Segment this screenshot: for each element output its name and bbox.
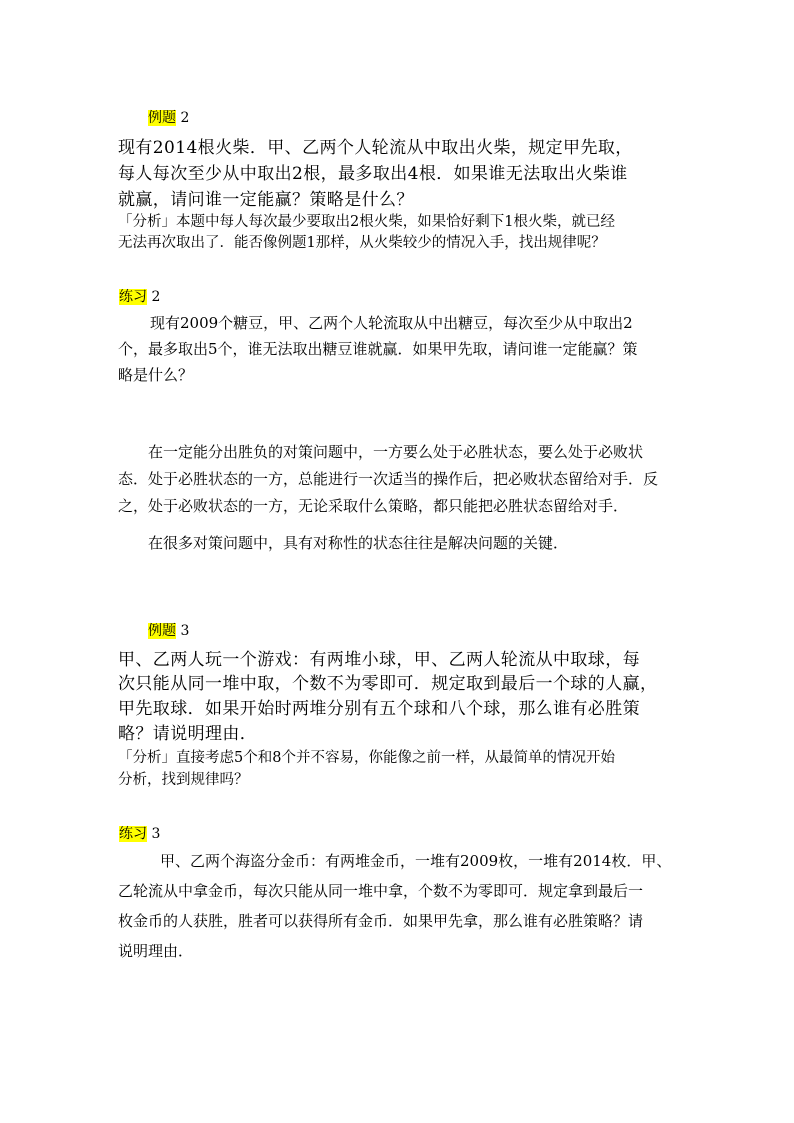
strategy-paragraph-line-1: 在一定能分出胜负的对策问题中，一方要么处于必胜状态，要么处于必败状 bbox=[148, 443, 644, 461]
example-number: 3 bbox=[180, 623, 190, 639]
practice-2-label bbox=[119, 286, 160, 306]
symmetry-paragraph: 在很多对策问题中，具有对称性的状态往往是解决问题的关键． bbox=[148, 534, 569, 552]
example-3-line-2: 次只能从同一堆中取，个数不为零即可．规定取到最后一个球的人赢， bbox=[118, 674, 658, 694]
strategy-paragraph-line-3: 之，处于必败状态的一方，无论采取什么策略，都只能把必胜状态留给对手． bbox=[118, 497, 629, 515]
practice-3-line-2: 乙轮流从中拿金币，每次只能从同一堆中拿，个数不为零即可．规定拿到最后一 bbox=[118, 882, 644, 900]
example-label-highlight: 例题 bbox=[148, 110, 176, 126]
example-3-line-3: 甲先取球．如果开始时两堆分别有五个球和八个球，那么谁有必胜策 bbox=[118, 699, 640, 719]
practice-label-highlight: 练习 bbox=[119, 289, 147, 305]
practice-label-highlight: 练习 bbox=[119, 826, 147, 842]
practice-2-line-3: 略是什么？ bbox=[118, 366, 194, 384]
example-3-line-1: 甲、乙两人玩一个游戏：有两堆小球，甲、乙两人轮流从中取球，每 bbox=[118, 650, 640, 670]
example-number: 2 bbox=[180, 110, 190, 126]
practice-3-line-1: 甲、乙两个海盗分金币：有两堆金币，一堆有2009枚，一堆有2014枚．甲、 bbox=[160, 852, 672, 870]
strategy-paragraph-line-2: 态．处于必胜状态的一方，总能进行一次适当的操作后，把必败状态留给对手．反 bbox=[118, 470, 659, 488]
example-label-highlight: 例题 bbox=[148, 623, 176, 639]
example-2-label bbox=[148, 107, 189, 127]
practice-3-label bbox=[119, 823, 160, 843]
example-2-analysis-2: 无法再次取出了．能否像例题1那样，从火柴较少的情况入手，找出规律呢？ bbox=[118, 235, 606, 251]
practice-2-line-2: 个，最多取出5个，谁无法取出糖豆谁就赢．如果甲先取，请问谁一定能赢？策 bbox=[118, 340, 638, 358]
practice-number: 2 bbox=[151, 289, 161, 305]
example-3-analysis-1: 「分析」直接考虑5个和8个并不容易，你能像之前一样，从最简单的情况开始 bbox=[118, 750, 615, 766]
practice-number: 3 bbox=[151, 826, 161, 842]
example-3-line-4: 略？请说明理由． bbox=[118, 724, 258, 744]
practice-2-line-1: 现有2009个糖豆，甲、乙两个人轮流取从中出糖豆，每次至少从中取出2 bbox=[150, 314, 633, 332]
example-2-line-2: 每人每次至少从中取出2根，最多取出4根．如果谁无法取出火柴谁 bbox=[118, 164, 628, 184]
example-3-label bbox=[148, 620, 189, 640]
practice-3-line-4: 说明理由． bbox=[118, 942, 194, 960]
example-2-line-3: 就赢，请问谁一定能赢？策略是什么？ bbox=[118, 190, 414, 210]
example-3-analysis-2: 分析，找到规律吗？ bbox=[118, 772, 249, 788]
example-2-analysis-1: 「分析」本题中每人每次最少要取出2根火柴，如果恰好剩下1根火柴，就已经 bbox=[118, 214, 615, 230]
example-2-line-1: 现有2014根火柴．甲、乙两个人轮流从中取出火柴，规定甲先取， bbox=[118, 138, 633, 158]
practice-3-line-3: 枚金币的人获胜，胜者可以获得所有金币．如果甲先拿，那么谁有必胜策略？请 bbox=[118, 912, 644, 930]
